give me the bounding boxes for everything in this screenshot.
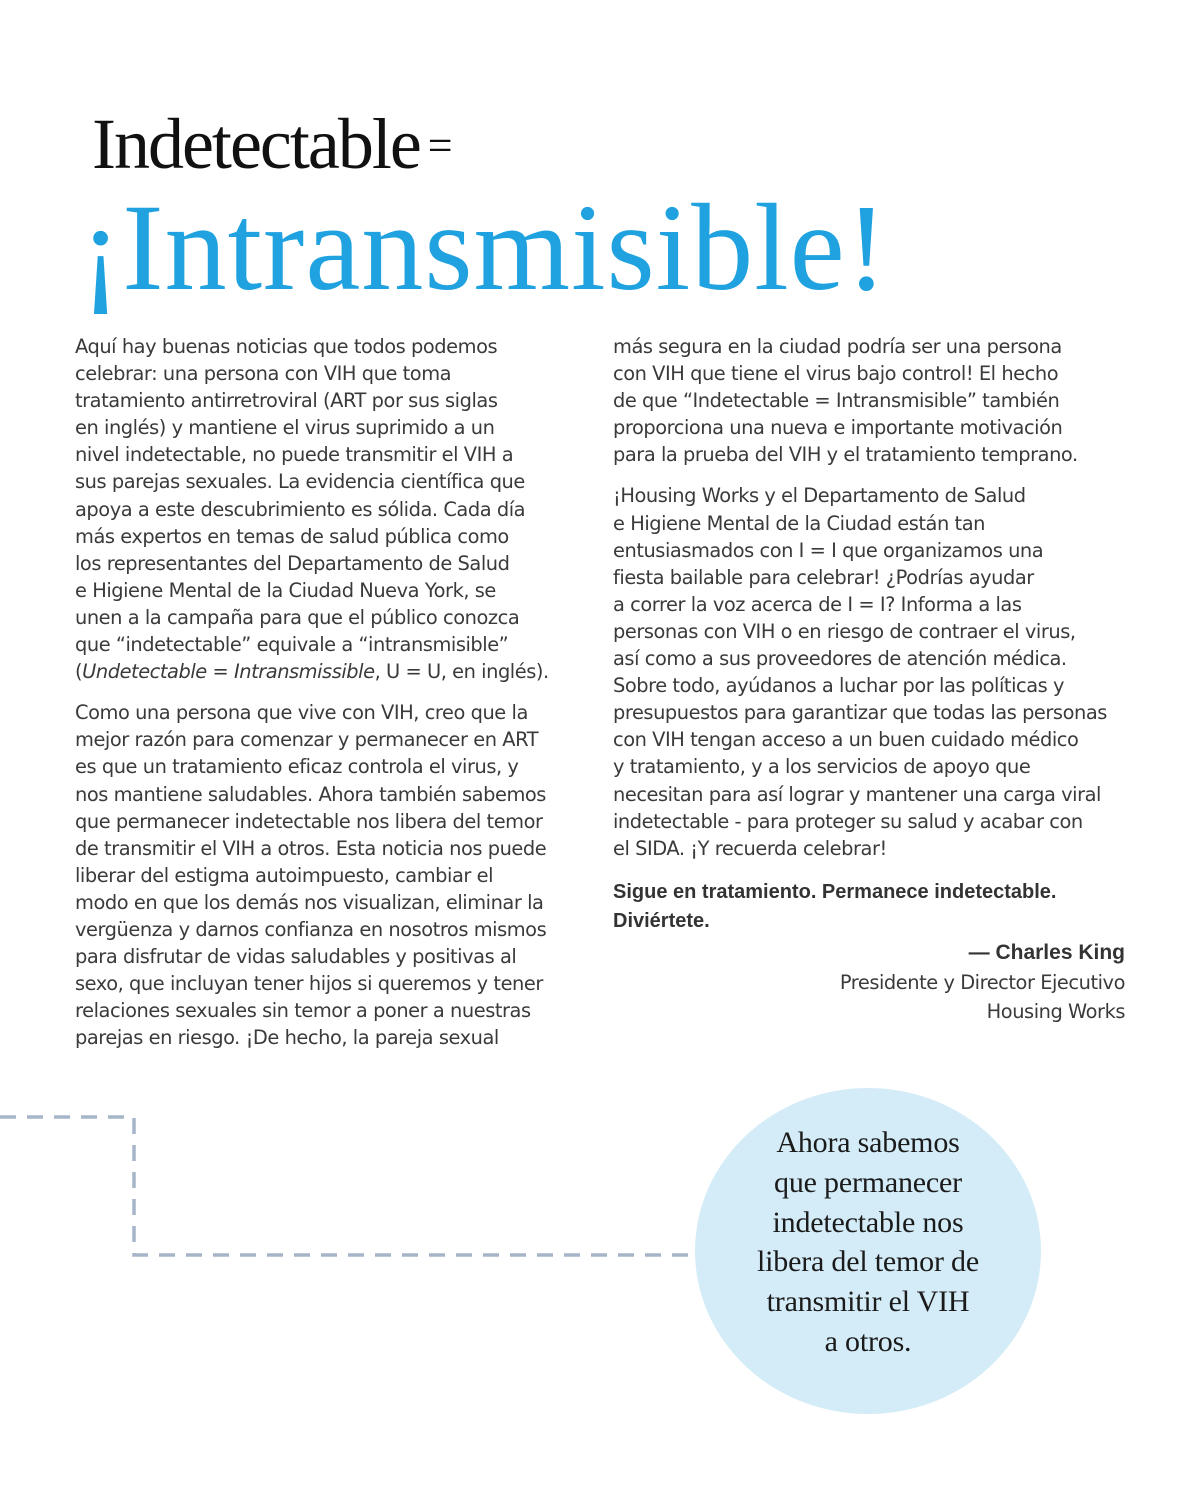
text-line: con VIH tengan acceso a un buen cuidado médico [613, 728, 1079, 752]
title-line-1 [92, 104, 451, 184]
right-paragraph-1 [613, 333, 1133, 468]
dashed-connector-line [0, 1110, 700, 1270]
text-line: el SIDA. ¡Y recuerda celebrar! [613, 836, 887, 860]
text-line: apoya a este descubrimiento es sólida. Cada día [75, 497, 526, 521]
text-line: fiesta bailable para celebrar! ¿Podrías ayudar [613, 565, 1034, 589]
tagline-line: Diviértete. [613, 909, 710, 932]
pull-quote-line: transmitir el VIH [766, 1285, 970, 1319]
text-line: y tratamiento, y a los servicios de apoyo que [613, 755, 1031, 779]
text-line: los representantes del Departamento de Salud [75, 551, 510, 575]
right-column [613, 333, 1133, 1026]
text-line: indetectable - para proteger su salud y acabar con [613, 809, 1083, 833]
left-column [75, 333, 583, 1051]
text-line: con VIH que tiene el virus bajo control! El hecho [613, 362, 1059, 386]
open-paren: ( [75, 660, 83, 684]
text-line: de transmitir el VIH a otros. Esta noticia nos puede [75, 836, 547, 860]
text-line: ¡Housing Works y el Departamento de Salud [613, 484, 1026, 508]
text-line: sus parejas sexuales. La evidencia científica que [75, 470, 525, 494]
english-slogan: Undetectable = Intransmissible [82, 660, 375, 684]
text-line: que permanecer indetectable nos libera del temor [75, 809, 543, 833]
text-line: mejor razón para comenzar y permanecer en ART [75, 728, 539, 752]
text-line: así como a sus proveedores de atención médica. [613, 647, 1067, 671]
slogan-tail: , U = U, en inglés). [374, 660, 549, 684]
text-line: más expertos en temas de salud pública como [75, 524, 509, 548]
text-line: entusiasmados con I = I que organizamos una [613, 538, 1044, 562]
text-line: celebrar: una persona con VIH que toma [75, 362, 452, 386]
text-line: relaciones sexuales sin temor a poner a nuestras [75, 999, 531, 1023]
text-line-with-italic [75, 658, 583, 685]
text-line: es que un tratamiento eficaz controla el virus, y [75, 755, 519, 779]
text-line: a correr la voz acerca de I = I? Informa a las [613, 592, 1022, 616]
text-line: para la prueba del VIH y el tratamiento temprano. [613, 443, 1078, 467]
text-line: parejas en riesgo. ¡De hecho, la pareja sexual [75, 1026, 499, 1050]
signature [613, 938, 1125, 1026]
pull-quote [695, 1123, 1041, 1362]
pull-quote-line: indetectable nos [772, 1205, 964, 1239]
text-line: presupuestos para garantizar que todas las personas [613, 701, 1107, 725]
text-line: nos mantiene saludables. Ahora también sabemos [75, 782, 546, 806]
text-line: para disfrutar de vidas saludables y positivas al [75, 945, 517, 969]
text-line: e Higiene Mental de la Ciudad Nueva York, se [75, 578, 496, 602]
text-line: tratamiento antirretroviral (ART por sus siglas [75, 389, 498, 413]
signature-org: Housing Works [986, 999, 1125, 1023]
title-equals-sign: = [427, 121, 451, 170]
tagline [613, 878, 1133, 936]
text-line: necesitan para así lograr y mantener una carga viral [613, 782, 1101, 806]
text-line: unen a la campaña para que el público conozca [75, 605, 520, 629]
text-line: sexo, que incluyan tener hijos si queremos y tener [75, 972, 543, 996]
text-line: más segura en la ciudad podría ser una persona [613, 335, 1062, 358]
pull-quote-line: Ahora sabemos [776, 1126, 960, 1159]
left-paragraph-1 [75, 333, 583, 685]
text-line: de que “Indetectable = Intransmisible” también [613, 389, 1060, 413]
pull-quote-line: libera del temor de [757, 1245, 979, 1279]
left-paragraph-2 [75, 699, 583, 1051]
text-line: liberar del estigma autoimpuesto, cambiar el [75, 863, 494, 887]
title-intransmisible: ¡Intransmisible! [80, 179, 889, 316]
pull-quote-line: a otros. [824, 1324, 912, 1358]
text-line: nivel indetectable, no puede transmitir el VIH a [75, 443, 514, 467]
title-indetectable: Indetectable [92, 104, 420, 184]
text-line: modo en que los demás nos visualizan, eliminar la [75, 890, 544, 914]
text-line: vergüenza y darnos confianza en nosotros mismos [75, 917, 547, 941]
text-line: Sobre todo, ayúdanos a luchar por las políticas y [613, 674, 1065, 698]
pull-quote-line: que permanecer [774, 1165, 962, 1199]
text-line: Aquí hay buenas noticias que todos podemos [75, 335, 498, 358]
right-paragraph-2 [613, 482, 1133, 861]
text-line: en inglés) y mantiene el virus suprimido a un [75, 416, 495, 440]
text-line: que “indetectable” equivale a “intransmisible” [75, 633, 509, 657]
text-line: proporciona una nueva e importante motivación [613, 416, 1063, 440]
text-line: e Higiene Mental de la Ciudad están tan [613, 511, 985, 535]
signature-name: — Charles King [968, 940, 1125, 964]
text-line: personas con VIH o en riesgo de contraer el virus, [613, 619, 1076, 643]
text-line: Como una persona que vive con VIH, creo que la [75, 701, 528, 725]
tagline-line: Sigue en tratamiento. Permanece indetectable. [613, 880, 1057, 903]
signature-role: Presidente y Director Ejecutivo [839, 970, 1125, 994]
